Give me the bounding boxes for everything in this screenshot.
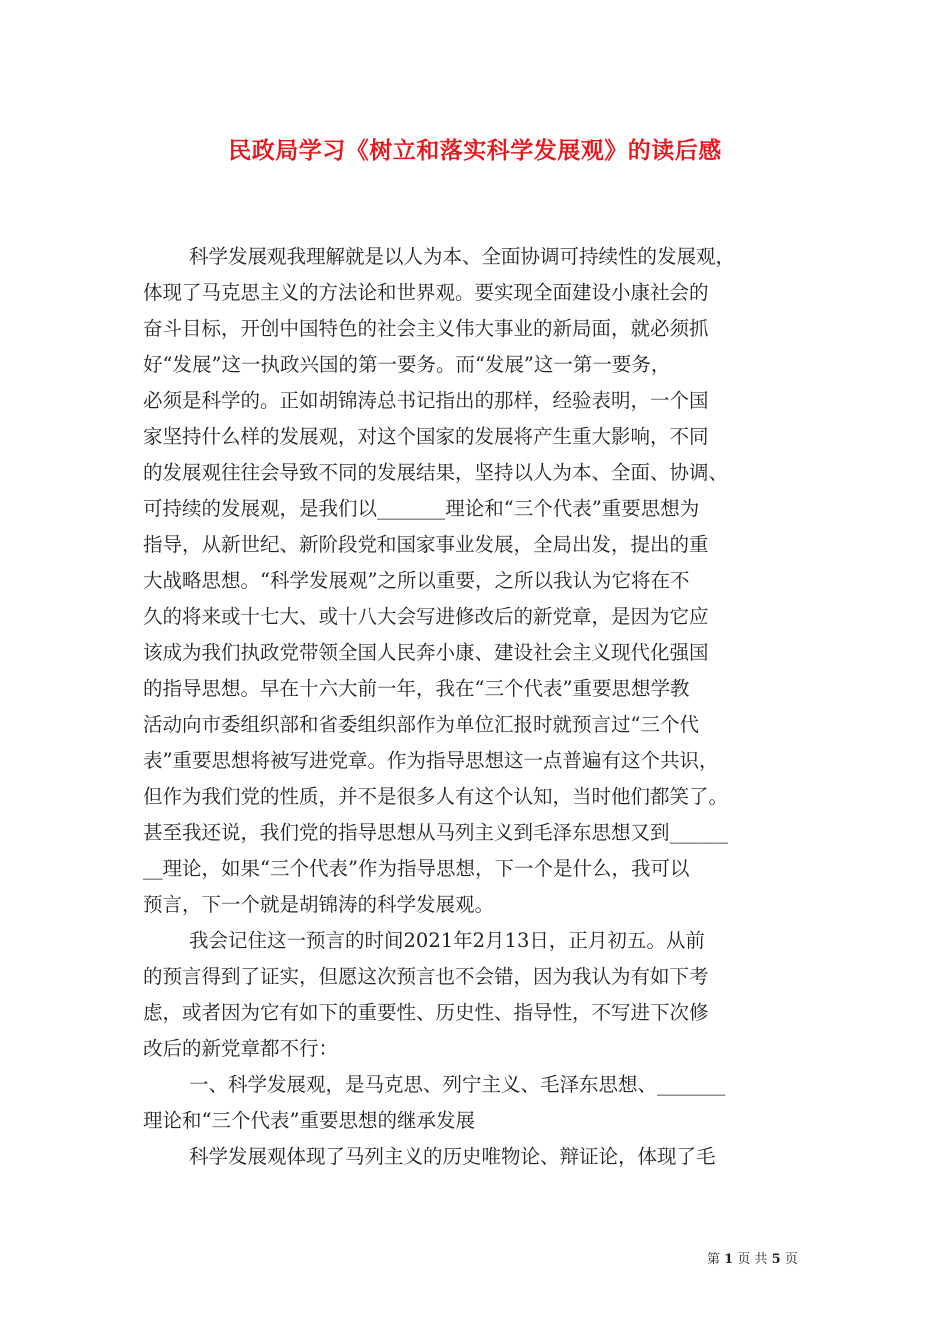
text-line: 的发展观往往会导致不同的发展结果，坚持以人为本、全面、协调、	[143, 461, 729, 484]
text-line: 一、科学发展观，是马克思、列宁主义、毛泽东思想、_______	[189, 1073, 726, 1096]
document-body	[143, 239, 823, 1175]
footer-middle: 页 共	[737, 1252, 768, 1267]
text-line: 的指导思想。早在十六大前一年，我在“三个代表”重要思想学教	[143, 677, 690, 700]
total-pages-number: 5	[771, 1252, 781, 1267]
footer-prefix: 第	[707, 1252, 721, 1267]
text-line: 奋斗目标，开创中国特色的社会主义伟大事业的新局面，就必须抓	[143, 317, 709, 340]
footer-suffix: 页	[784, 1252, 798, 1267]
current-page-number: 1	[724, 1252, 734, 1267]
text-line: 好“发展”这一执政兴国的第一要务。而“发展”这一第一要务，	[143, 353, 671, 376]
text-line: 虑，或者因为它有如下的重要性、历史性、指导性，不写进下次修	[143, 1001, 709, 1024]
text-line: 指导，从新世纪、新阶段党和国家事业发展，全局出发，提出的重	[143, 533, 709, 556]
text-line: 必须是科学的。正如胡锦涛总书记指出的那样，经验表明，一个国	[143, 389, 709, 412]
text-line: 甚至我还说，我们党的指导思想从马列主义到毛泽东思想又到______	[143, 821, 729, 844]
text-line: 活动向市委组织部和省委组织部作为单位汇报时就预言过“三个代	[143, 713, 699, 736]
text-line: 的预言得到了证实，但愿这次预言也不会错，因为我认为有如下考	[143, 965, 709, 988]
text-line: 大战略思想。“科学发展观”之所以重要，之所以我认为它将在不	[143, 569, 690, 592]
text-line: 预言，下一个就是胡锦涛的科学发展观。	[143, 893, 495, 916]
text-line: 久的将来或十七大、或十八大会写进修改后的新党章，是因为它应	[143, 605, 709, 628]
text-line: 理论和“三个代表”重要思想的继承发展	[143, 1109, 475, 1132]
page-footer	[707, 1248, 798, 1267]
text-line: 改后的新党章都不行：	[143, 1037, 339, 1060]
text-line: 但作为我们党的性质，并不是很多人有这个认知，当时他们都笑了。	[143, 785, 729, 808]
text-line: 表”重要思想将被写进党章。作为指导思想这一点普遍有这个共识，	[143, 749, 719, 772]
text-line: 我会记住这一预言的时间2021年2月13日，正月初五。从前	[189, 929, 705, 952]
text-line: 该成为我们执政党带领全国人民奔小康、建设社会主义现代化强国	[143, 641, 709, 664]
text-line: __理论，如果“三个代表”作为指导思想，下一个是什么，我可以	[143, 857, 690, 880]
text-line: 科学发展观体现了马列主义的历史唯物论、辩证论，体现了毛	[189, 1145, 716, 1168]
text-line: 科学发展观我理解就是以人为本、全面协调可持续性的发展观，	[189, 245, 736, 268]
text-line: 家坚持什么样的发展观，对这个国家的发展将产生重大影响，不同	[143, 425, 709, 448]
text-line: 体现了马克思主义的方法论和世界观。要实现全面建设小康社会的	[143, 281, 709, 304]
document-title: 民政局学习《树立和落实科学发展观》的读后感	[228, 137, 722, 164]
text-line: 可持续的发展观，是我们以_______理论和“三个代表”重要思想为	[143, 497, 700, 520]
